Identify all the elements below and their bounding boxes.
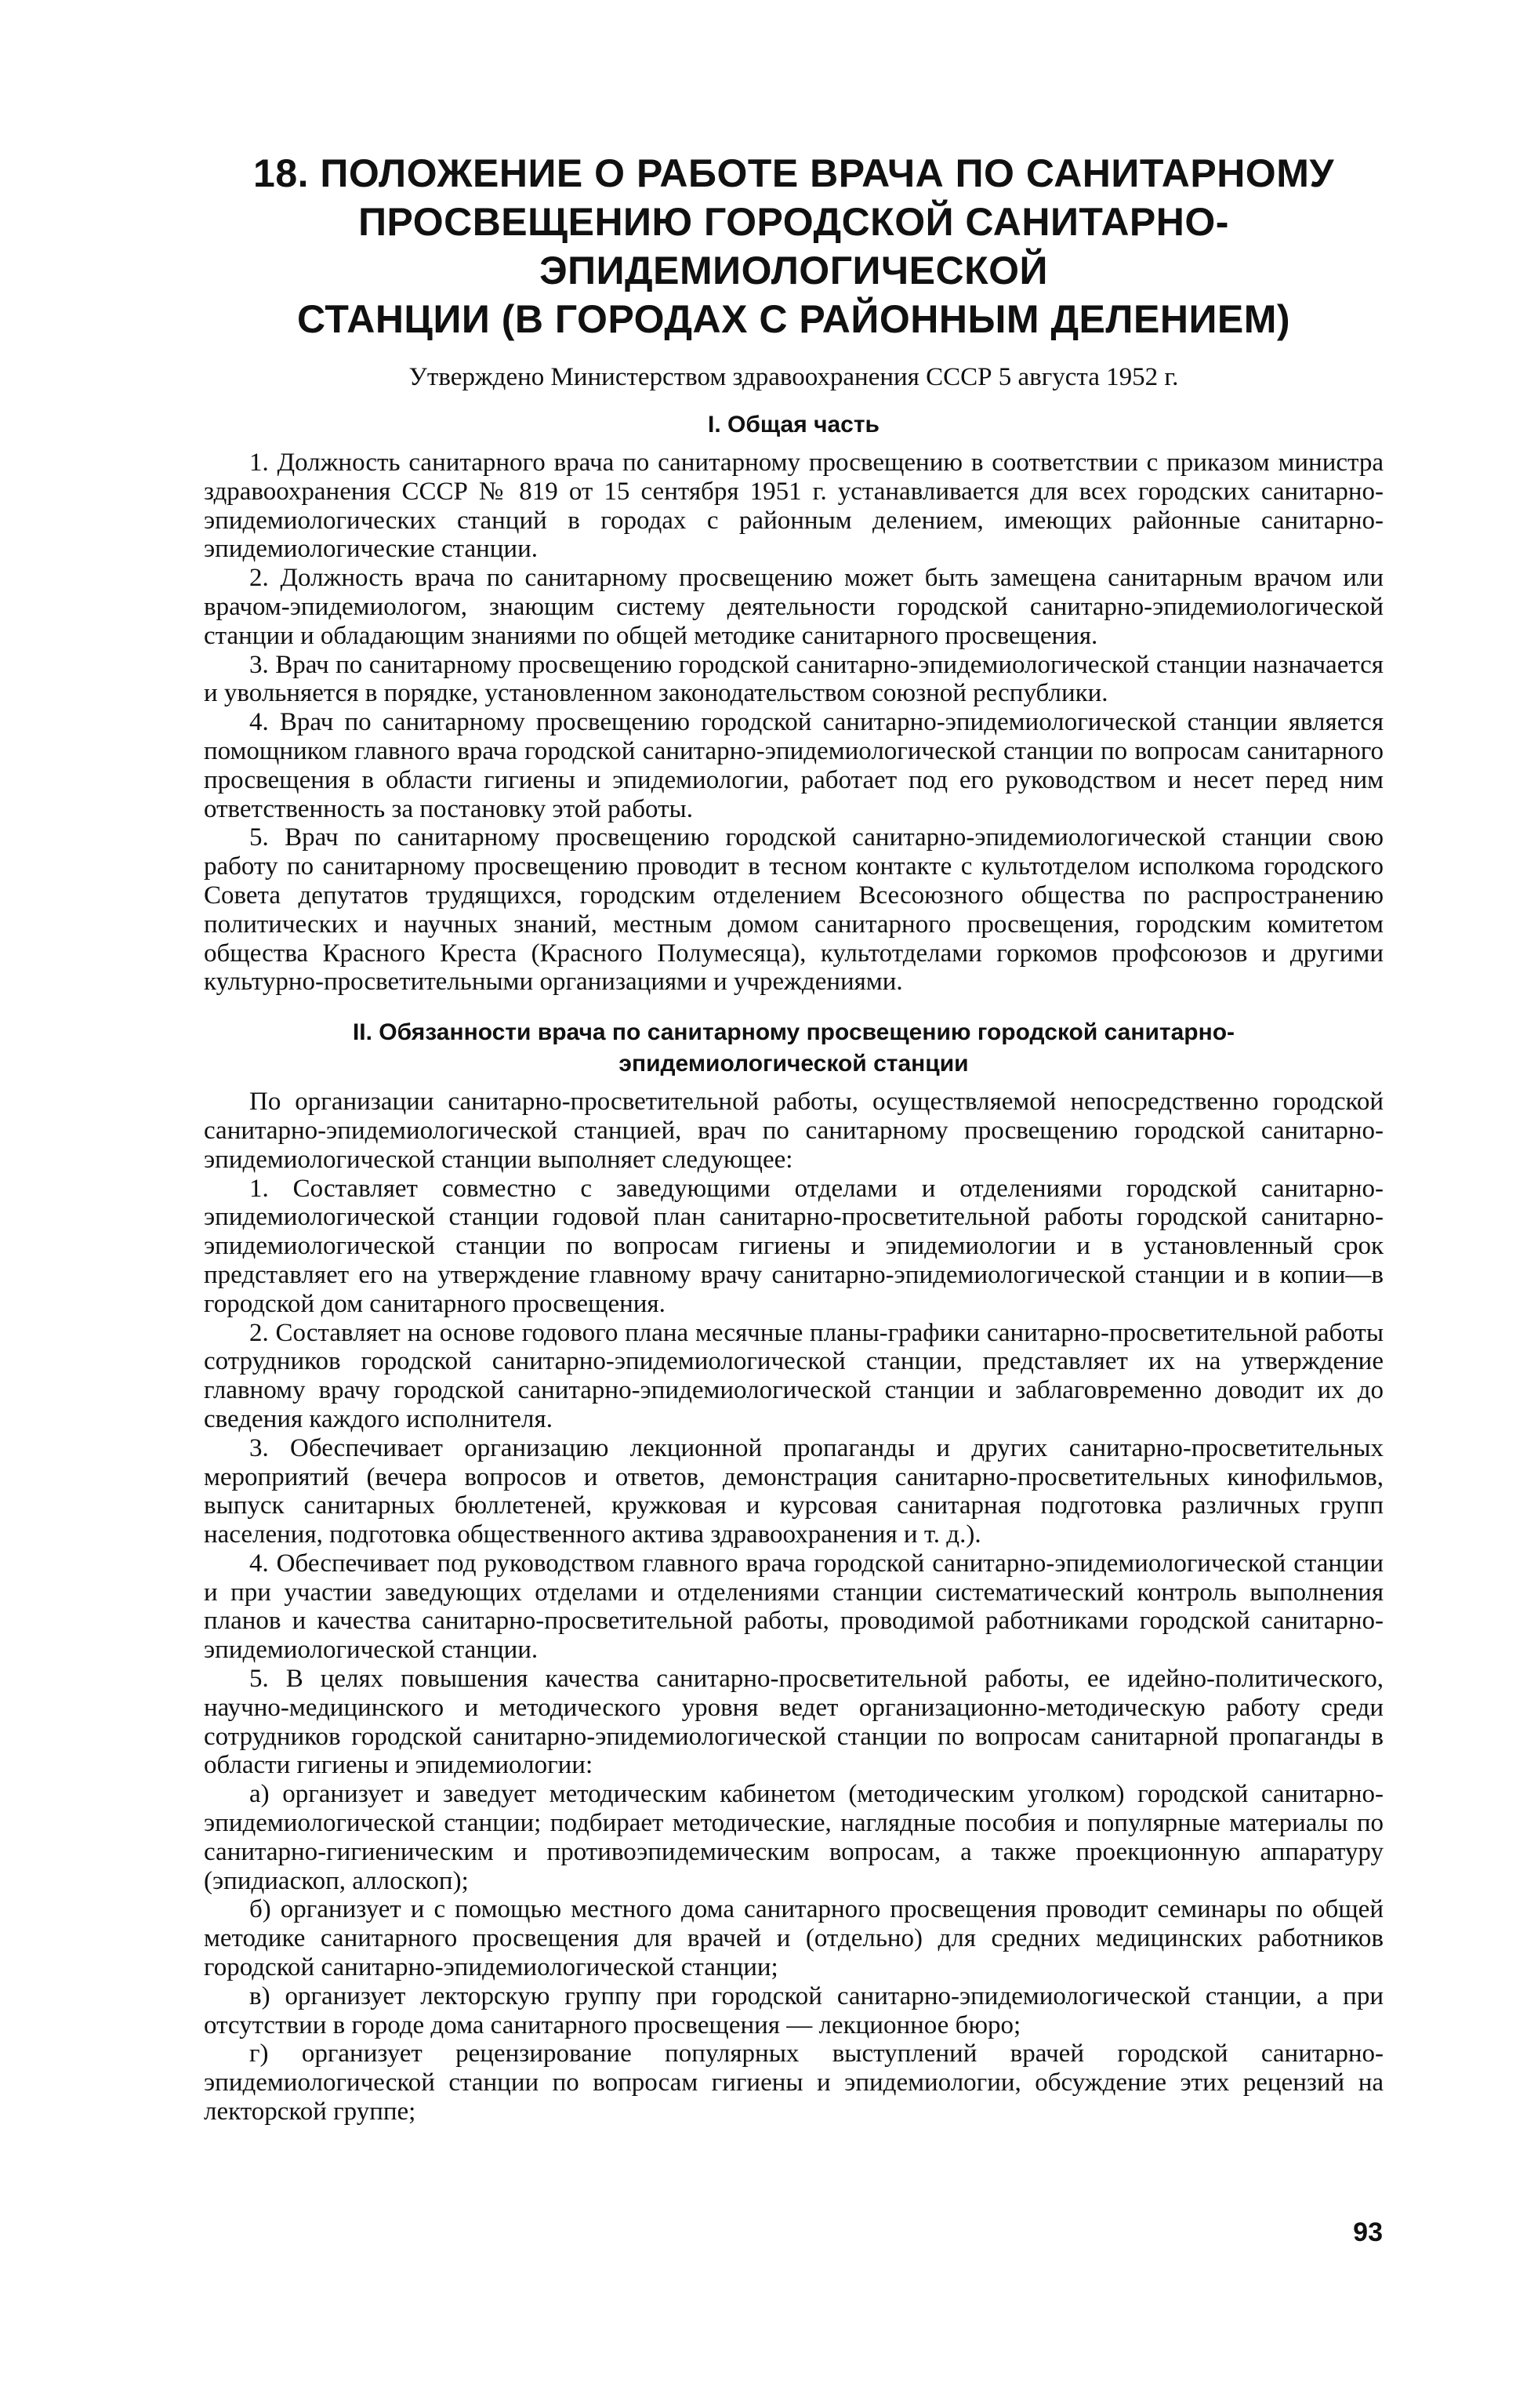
document-page xyxy=(204,149,1384,2127)
paragraph: 2. Составляет на основе годового плана месячные планы-графики санитарно-просветительной работы сотрудников городской санитарно-эпидемиологической станции, представляет их на утверждение главному врачу городской санитарно-эпидемиологической станции и заблаговременно доводит их до сведения каждого исполнителя. xyxy=(204,1318,1384,1433)
section-1-body xyxy=(204,449,1384,997)
section-2-heading xyxy=(204,1017,1384,1080)
paragraph: 4. Врач по санитарному просвещению городской санитарно-эпидемиологической станции является помощником главного врача городской санитарно-эпидемиологической станции по вопросам санитарного просвещения в области гигиены и эпидемиологии, работает под его руководством и несет перед ним ответственность за постановку этой работы. xyxy=(204,708,1384,823)
paragraph: а) организует и заведует методическим кабинетом (методическим уголком) городской санитарно-эпидемиологической станции; подбирает методические, наглядные пособия и популярные материалы по санитарно-гигиеническим и противоэпидемическим вопросам, а также проекционную аппаратуру (эпидиаскоп, аллоскоп); xyxy=(204,1780,1384,1895)
title-line: ПРОСВЕЩЕНИЮ ГОРОДСКОЙ САНИТАРНО-ЭПИДЕМИОЛОГИЧЕСКОЙ xyxy=(358,200,1229,292)
paragraph: 1. Составляет совместно с заведующими отделами и отделениями городской санитарно-эпидемиологической станции годовой план санитарно-просветительной работы городской санитарно-эпидемиологической станции по вопросам гигиены и эпидемиологии и в установленный срок представляет его на утверждение главному врачу санитарно-эпидемиологической станции и в копии—в городской дом санитарного просвещения. xyxy=(204,1174,1384,1318)
document-title xyxy=(204,149,1384,343)
section-heading-line: эпидемиологической станции xyxy=(618,1051,969,1077)
title-line: 18. ПОЛОЖЕНИЕ О РАБОТЕ ВРАЧА ПО САНИТАРНОМУ xyxy=(253,151,1334,195)
paragraph: 5. В целях повышения качества санитарно-просветительной работы, ее идейно-политического, научно-медицинского и методического уровня ведет организационно-методическую работу среди сотрудников городской санитарно-эпидемиологической станции по вопросам санитарной пропаганды в области гигиены и эпидемиологии: xyxy=(204,1665,1384,1780)
approval-note: Утверждено Министерством здравоохранения СССР 5 августа 1952 г. xyxy=(408,363,1179,391)
paragraph: 3. Обеспечивает организацию лекционной пропаганды и других санитарно-просветительных мероприятий (вечера вопросов и ответов, демонстрация санитарно-просветительных кинофильмов, выпуск санитарных бюллетеней, кружковая и курсовая санитарная подготовка различных групп населения, подготовка общественного актива здравоохранения и т. д.). xyxy=(204,1433,1384,1549)
paragraph: 2. Должность врача по санитарному просвещению может быть замещена санитарным врачом или врачом-эпидемиологом, знающим систему деятельности городской санитарно-эпидемиологической станции и обладающим знаниями по общей методике санитарного просвещения. xyxy=(204,564,1384,650)
paragraph: б) организует и с помощью местного дома санитарного просвещения проводит семинары по общей методике санитарного просвещения для врачей и (отдельно) для средних медицинских работников городской санитарно-эпидемиологической станции; xyxy=(204,1895,1384,1982)
section-heading-line: II. Обязанности врача по санитарному просвещению городской санитарно- xyxy=(352,1019,1235,1046)
paragraph: 3. Врач по санитарному просвещению городской санитарно-эпидемиологической станции назначается и увольняется в порядке, установленном законодательством союзной республики. xyxy=(204,650,1384,708)
section-2-body xyxy=(204,1088,1384,2127)
paragraph: 5. Врач по санитарному просвещению городской санитарно-эпидемиологической станции свою работу по санитарному просвещению проводит в тесном контакте с культотделом исполкома городского Совета депутатов трудящихся, городским отделением Всесоюзного общества по распространению политических и научных знаний, местным домом санитарного просвещения, городским комитетом общества Красного Креста (Красного Полумесяца), культотделами горкомов профсоюзов и другими культурно-просветительными организациями и учреждениями. xyxy=(204,823,1384,997)
paragraph: г) организует рецензирование популярных выступлений врачей городской санитарно-эпидемиологической станции по вопросам гигиены и эпидемиологии, обсуждение этих рецензий на лекторской группе; xyxy=(204,2039,1384,2127)
paragraph: 4. Обеспечивает под руководством главного врача городской санитарно-эпидемиологической станции и при участии заведующих отделами и отделениями станции систематический контроль выполнения планов и качества санитарно-просветительной работы, проводимой работниками городской санитарно-эпидемиологической станции. xyxy=(204,1549,1384,1665)
paragraph: 1. Должность санитарного врача по санитарному просвещению в соответствии с приказом министра здравоохранения СССР № 819 от 15 сентября 1951 г. устанавливается для всех городских санитарно-эпидемиологических станций в городах с районным делением, имеющих районные санитарно-эпидемиологические станции. xyxy=(204,449,1384,564)
section-1-heading xyxy=(204,409,1384,441)
title-line: СТАНЦИИ (В ГОРОДАХ С РАЙОННЫМ ДЕЛЕНИЕМ) xyxy=(296,297,1291,341)
paragraph: По организации санитарно-просветительной работы, осуществляемой непосредственно городской санитарно-эпидемиологической станцией, врач по санитарному просвещению городской санитарно-эпидемиологической станции выполняет следующее: xyxy=(204,1088,1384,1174)
paragraph: в) организует лекторскую группу при городской санитарно-эпидемиологической станции, а при отсутствии в городе дома санитарного просвещения — лекционное бюро; xyxy=(204,1981,1384,2039)
page-number: 93 xyxy=(1353,2217,1383,2247)
section-heading-line: I. Общая часть xyxy=(708,412,880,438)
